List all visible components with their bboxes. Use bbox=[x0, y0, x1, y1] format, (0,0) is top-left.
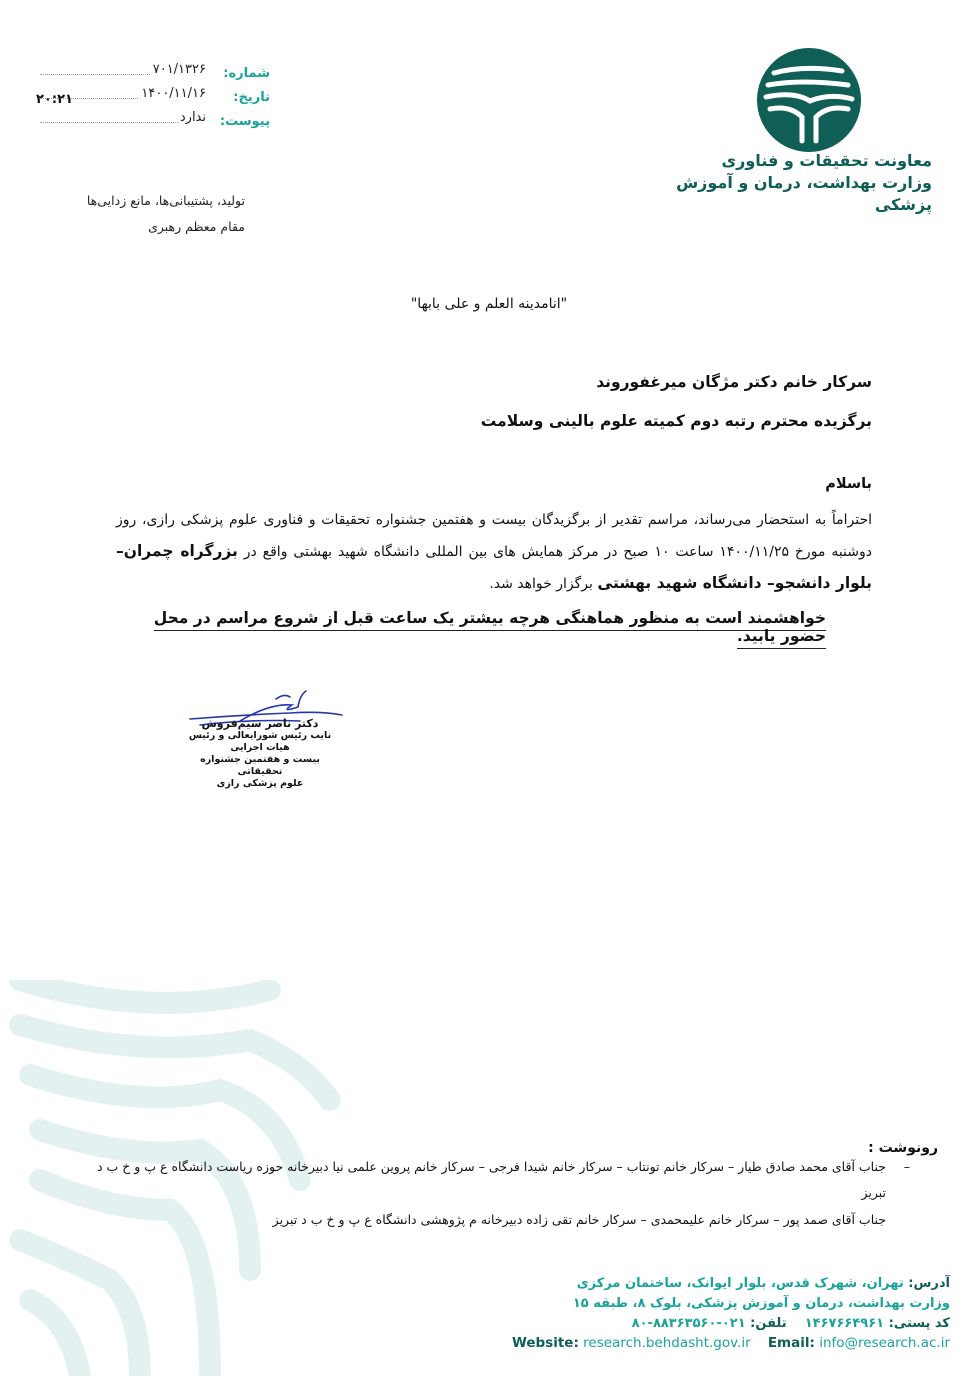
addressee-name: سرکار خانم دکتر مژگان میرغفوروند bbox=[596, 373, 872, 391]
signer-name: دکتر ناصر سیم‌فروش bbox=[201, 717, 319, 730]
org-line-1: معاونت تحقیقات و فناوری bbox=[721, 151, 932, 170]
postal-value: ۱۴۶۷۶۶۴۹۶۱ bbox=[804, 1316, 885, 1331]
attachment-value: ندارد bbox=[179, 110, 206, 125]
signer-title-1: نایب رئیس شورایعالی و رئیس هیات اجرایی bbox=[188, 730, 332, 753]
letter-body bbox=[116, 505, 872, 600]
footer-address-2: وزارت بهداشت، درمان و آموزش پزشکی، بلوک ۸، طبقه ۱۵ bbox=[572, 1296, 950, 1311]
attachment-label: پیوست: bbox=[219, 114, 270, 129]
body-ending: برگزار خواهد شد. bbox=[489, 576, 598, 592]
letter-meta bbox=[20, 62, 270, 134]
ministry-logo-icon bbox=[744, 45, 874, 155]
organization-name bbox=[632, 150, 932, 216]
website-label: Website: bbox=[511, 1335, 579, 1351]
email-link[interactable]: info@research.ac.ir bbox=[819, 1335, 950, 1351]
address-line-1: تهران، شهرک قدس، بلوار ایوانک، ساختمان مرکزی bbox=[576, 1276, 904, 1291]
phone-label: تلفن: bbox=[750, 1316, 787, 1331]
postal-label: کد پستی: bbox=[888, 1316, 950, 1331]
date-label: تاریخ: bbox=[233, 90, 270, 105]
footer-address-1 bbox=[310, 1274, 950, 1294]
greeting: باسلام bbox=[825, 476, 872, 492]
signer-title-2: بیست و هفتمین جشنواره تحقیقاتی bbox=[200, 754, 320, 777]
cc-line-2: جناب آقای صمد پور – سرکار خانم علیمحمدی – سرکار خانم تقی زاده دبیرخانه م پژوهشی دانشگاه ع پ و خ ب د تبریز bbox=[272, 1212, 886, 1227]
attachment-row bbox=[20, 110, 270, 134]
org-line-2: وزارت بهداشت، درمان و آموزش پزشکی bbox=[676, 173, 932, 214]
slogan-line-1: تولید، پشتیبانی‌ها، مانع زدایی‌ها bbox=[86, 193, 245, 208]
note-text: خواهشمند است به منظور هماهنگی هرچه بیشتر یک ساعت قبل از شروع مراسم در محل حضور یابید. bbox=[154, 609, 826, 649]
phone-value: ۰۲۱-۸۸۳۶۳۵۶۰-۸۰ bbox=[631, 1316, 746, 1331]
body-location: بزرگراه چمران– بلوار دانشجو– دانشگاه شهید بهشتی bbox=[116, 542, 872, 592]
footer-web bbox=[512, 1335, 950, 1351]
number-value: ۷۰۱/۱۳۲۶ bbox=[152, 62, 206, 77]
signer-title-3: علوم پزشکی رازی bbox=[216, 778, 304, 789]
attendance-note bbox=[140, 609, 826, 645]
cc-dash: – bbox=[903, 1159, 910, 1174]
email-label: Email: bbox=[767, 1335, 815, 1351]
cc-title: رونوشت : bbox=[868, 1140, 938, 1156]
time-value: ۲۰:۲۱ bbox=[36, 92, 73, 107]
footer-contact bbox=[310, 1314, 950, 1334]
number-label: شماره: bbox=[223, 66, 270, 81]
cc-line-1: جناب آقای محمد صادق طیار – سرکار خانم تونتاب – سرکار خانم شیدا فرجی – سرکار خانم پروین علمی نیا دبیرخانه حوزه ریاست دانشگاه ع پ و خ ب د تبریز bbox=[96, 1159, 886, 1200]
number-row bbox=[20, 62, 270, 86]
motto: "انامدینه العلم و علی بابها" bbox=[410, 296, 568, 312]
signature-block bbox=[180, 718, 340, 790]
slogan-line-2: مقام معظم رهبری bbox=[148, 219, 245, 234]
addressee-title: برگزیده محترم رتبه دوم کمیته علوم بالینی وسلامت bbox=[480, 412, 872, 430]
body-text: احتراماً به استحضار می‌رساند، مراسم تقدیر از برگزیدگان بیست و هفتمین جشنواره تحقیقات و فناوری علوم پزشکی رازی، روز دوشنبه مورخ ۱۴۰۰/۱۱/۲۵ ساعت ۱۰ صبح در مرکز همایش های بین المللی دانشگاه شهید بهشتی واقع در bbox=[116, 512, 873, 560]
website-link[interactable]: research.behdasht.gov.ir bbox=[583, 1335, 751, 1351]
date-value: ۱۴۰۰/۱۱/۱۶ bbox=[141, 86, 206, 101]
address-label: آدرس: bbox=[908, 1276, 950, 1291]
slogan bbox=[80, 188, 245, 240]
